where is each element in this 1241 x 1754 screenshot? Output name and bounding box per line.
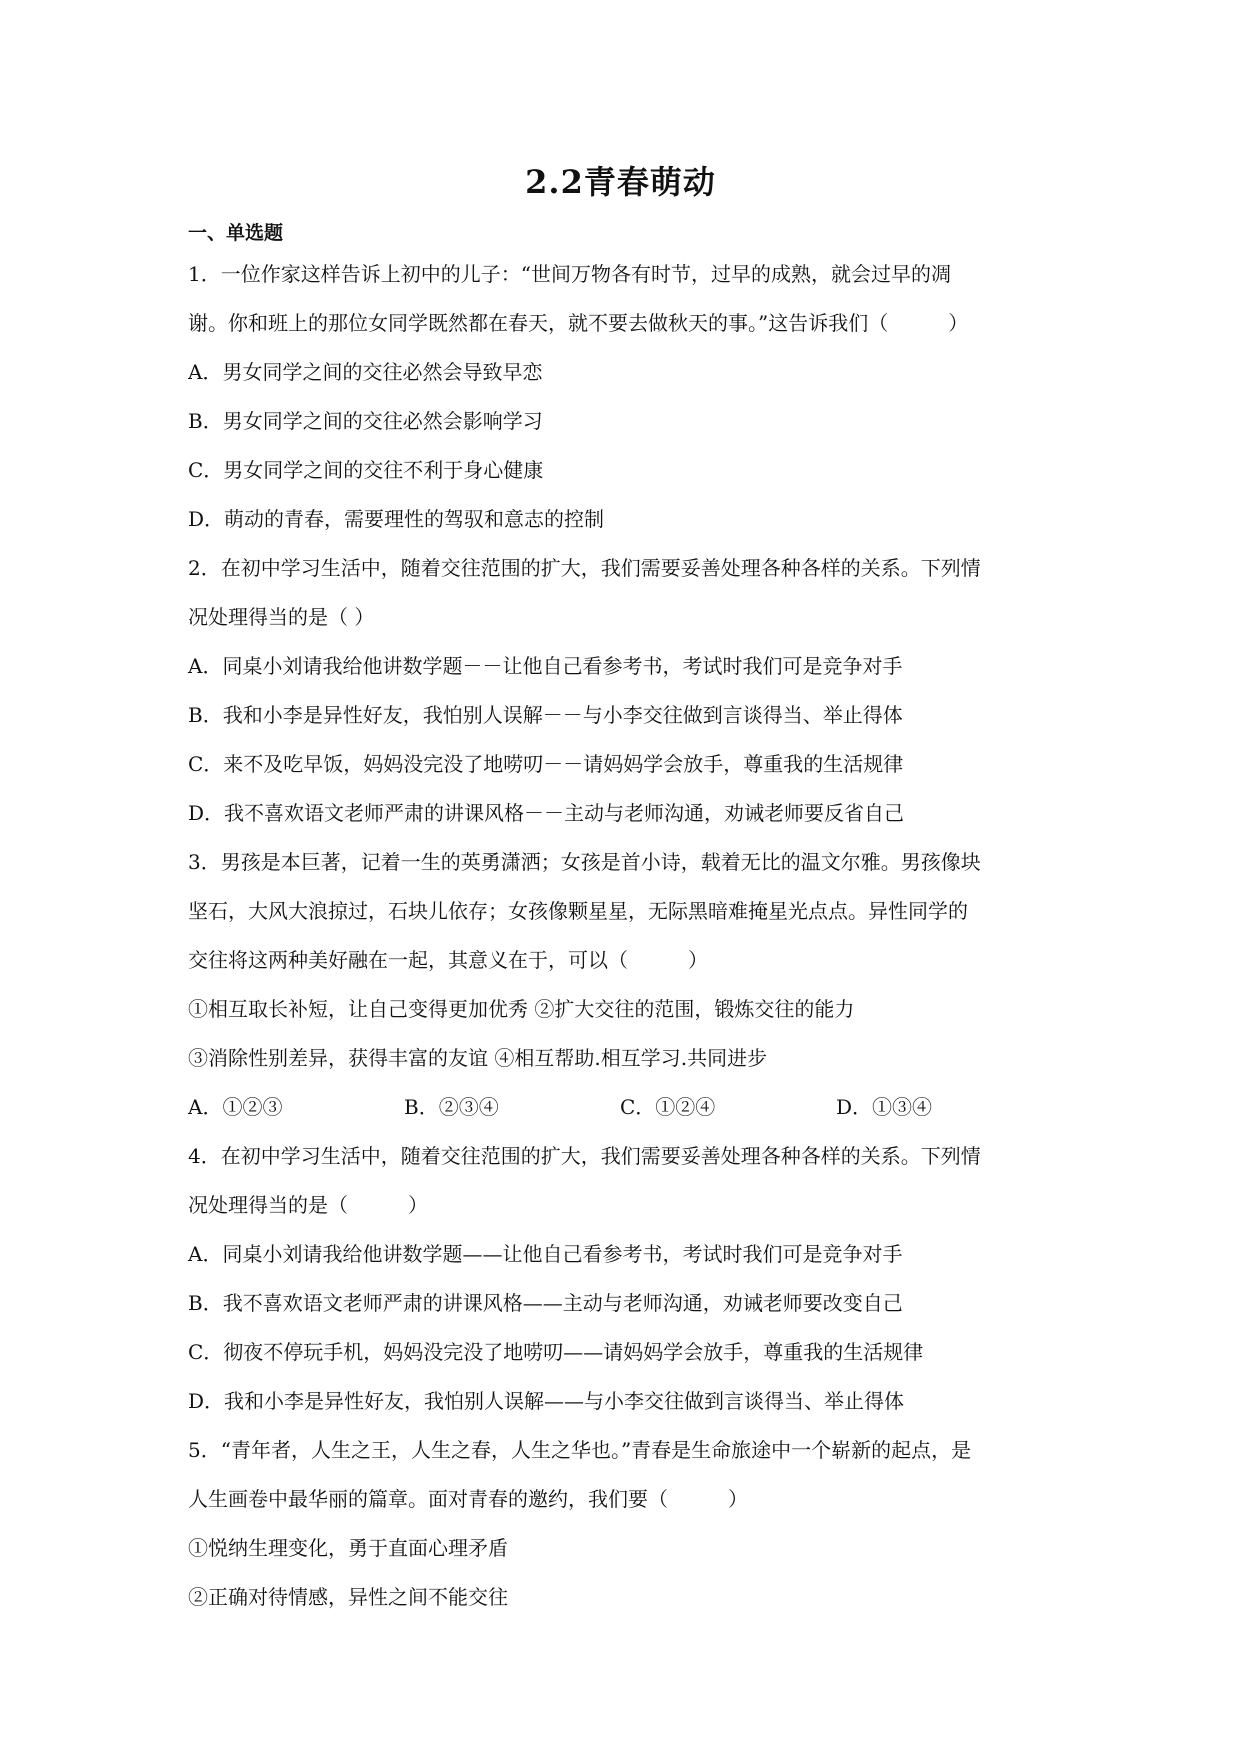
question-2-option-b: B．我和小李是异性好友，我怕别人误解－－与小李交往做到言谈得当、举止得体	[188, 703, 903, 727]
question-3-items-line-2: ③消除性别差异，获得丰富的友谊 ④相互帮助.相互学习.共同进步	[188, 1046, 768, 1070]
question-4-option-b: B．我不喜欢语文老师严肃的讲课风格——主动与老师沟通，劝诫老师要改变自己	[188, 1291, 903, 1315]
question-1-stem-line-2: 谢。你和班上的那位女同学既然都在春天，就不要去做秋天的事。”这告诉我们（ ）	[188, 311, 969, 335]
question-2-stem-line-1: 2．在初中学习生活中，随着交往范围的扩大，我们需要妥善处理各种各样的关系。下列情	[188, 556, 981, 580]
question-3-option-d: D．①③④	[836, 1095, 933, 1119]
question-4-stem-line-2: 况处理得当的是（ ）	[188, 1193, 428, 1217]
question-3-items-line-1: ①相互取长补短，让自己变得更加优秀 ②扩大交往的范围，锻炼交往的能力	[188, 997, 855, 1021]
question-3-option-b: B．②③④	[404, 1095, 499, 1119]
question-2-stem-line-2: 况处理得当的是（ ）	[188, 605, 375, 629]
question-1-option-c: C．男女同学之间的交往不利于身心健康	[188, 458, 544, 482]
question-3-options	[188, 1087, 1058, 1136]
question-1-stem-line-1: 1．一位作家这样告诉上初中的儿子：“世间万物各有时节，过早的成熟，就会过早的凋	[188, 262, 951, 286]
section-heading: 一、单选题	[188, 222, 284, 244]
question-4-option-a: A．同桌小刘请我给他讲数学题——让他自己看参考书，考试时我们可是竞争对手	[188, 1242, 903, 1266]
question-2-option-a: A．同桌小刘请我给他讲数学题－－让他自己看参考书，考试时我们可是竞争对手	[188, 654, 903, 678]
question-2-option-d: D．我不喜欢语文老师严肃的讲课风格－－主动与老师沟通，劝诫老师要反省自己	[188, 801, 905, 825]
question-3-stem-line-3: 交往将这两种美好融在一起，其意义在于，可以（ ）	[188, 948, 708, 972]
question-2-option-c: C．来不及吃早饭，妈妈没完没了地唠叨－－请妈妈学会放手，尊重我的生活规律	[188, 752, 904, 776]
question-3-stem-line-1: 3．男孩是本巨著，记着一生的英勇潇洒；女孩是首小诗，载着无比的温文尔雅。男孩像块	[188, 850, 981, 874]
question-3-option-a: A．①②③	[188, 1095, 283, 1119]
question-5-item-2: ②正确对待情感，异性之间不能交往	[188, 1585, 508, 1609]
question-4-option-c: C．彻夜不停玩手机，妈妈没完没了地唠叨——请妈妈学会放手，尊重我的生活规律	[188, 1340, 924, 1364]
question-5-stem-line-2: 人生画卷中最华丽的篇章。面对青春的邀约，我们要（ ）	[188, 1487, 748, 1511]
question-4-option-d: D．我和小李是异性好友，我怕别人误解——与小李交往做到言谈得当、举止得体	[188, 1389, 905, 1413]
question-5-stem-line-1: 5．“青年者，人生之王，人生之春，人生之华也。”青春是生命旅途中一个崭新的起点，是	[188, 1438, 972, 1462]
page-title: 2.2青春萌动	[525, 163, 716, 201]
question-5-item-1: ①悦纳生理变化，勇于直面心理矛盾	[188, 1536, 508, 1560]
question-list	[188, 254, 1058, 1626]
question-1-option-b: B．男女同学之间的交往必然会影响学习	[188, 409, 543, 433]
question-3-option-c: C．①②④	[620, 1095, 716, 1119]
question-4-stem-line-1: 4．在初中学习生活中，随着交往范围的扩大，我们需要妥善处理各种各样的关系。下列情	[188, 1144, 981, 1168]
question-1-option-d: D．萌动的青春，需要理性的驾驭和意志的控制	[188, 507, 605, 531]
question-1-option-a: A．男女同学之间的交往必然会导致早恋	[188, 360, 543, 384]
question-3-stem-line-2: 坚石，大风大浪掠过，石块儿依存；女孩像颗星星，无际黑暗难掩星光点点。异性同学的	[188, 899, 968, 923]
